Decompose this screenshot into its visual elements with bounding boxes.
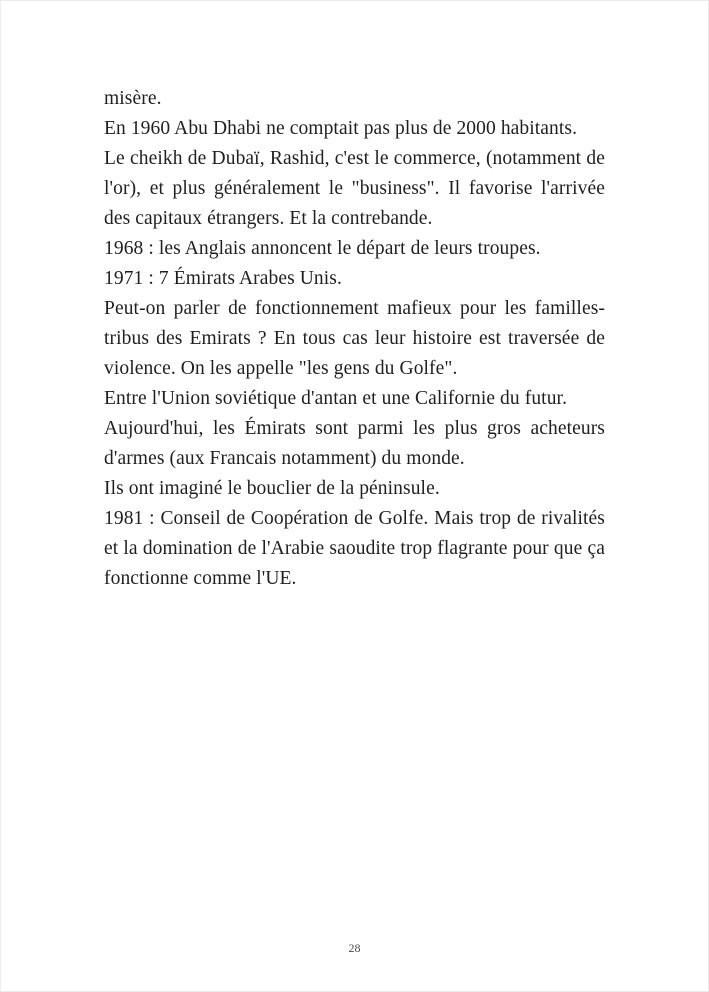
paragraph: Peut-on parler de fonctionnement mafieux pour les familles-tribus des Emirats ? En tous cas leur histoire est traversée de violence. On les appelle "les gens du Golfe". <box>104 298 605 379</box>
paragraph: Ils ont imaginé le bouclier de la péninsule. <box>104 478 440 499</box>
paragraph: 1971 : 7 Émirats Arabes Unis. <box>104 268 342 289</box>
paragraph: 1968 : les Anglais annoncent le départ de leurs troupes. <box>104 238 541 259</box>
paragraph: En 1960 Abu Dhabi ne comptait pas plus de 2000 habitants. <box>104 118 578 139</box>
paragraph: Aujourd'hui, les Émirats sont parmi les plus gros acheteurs d'armes (aux Francais notamment) du monde. <box>104 418 605 469</box>
paragraph: Entre l'Union soviétique d'antan et une Californie du futur. <box>104 388 568 409</box>
paragraph: 1981 : Conseil de Coopération de Golfe. Mais trop de rivalités et la domination de l'Arabie saoudite trop flagrante pour que ça fonctionne comme l'UE. <box>104 508 605 589</box>
paragraph: Le cheikh de Dubaï, Rashid, c'est le commerce, (notamment de l'or), et plus généralement le "business". Il favorise l'arrivée des capitaux étrangers. Et la contrebande. <box>104 148 605 229</box>
page-number: 28 <box>348 941 361 955</box>
paragraph: misère. <box>104 88 162 109</box>
text-block <box>104 84 605 594</box>
